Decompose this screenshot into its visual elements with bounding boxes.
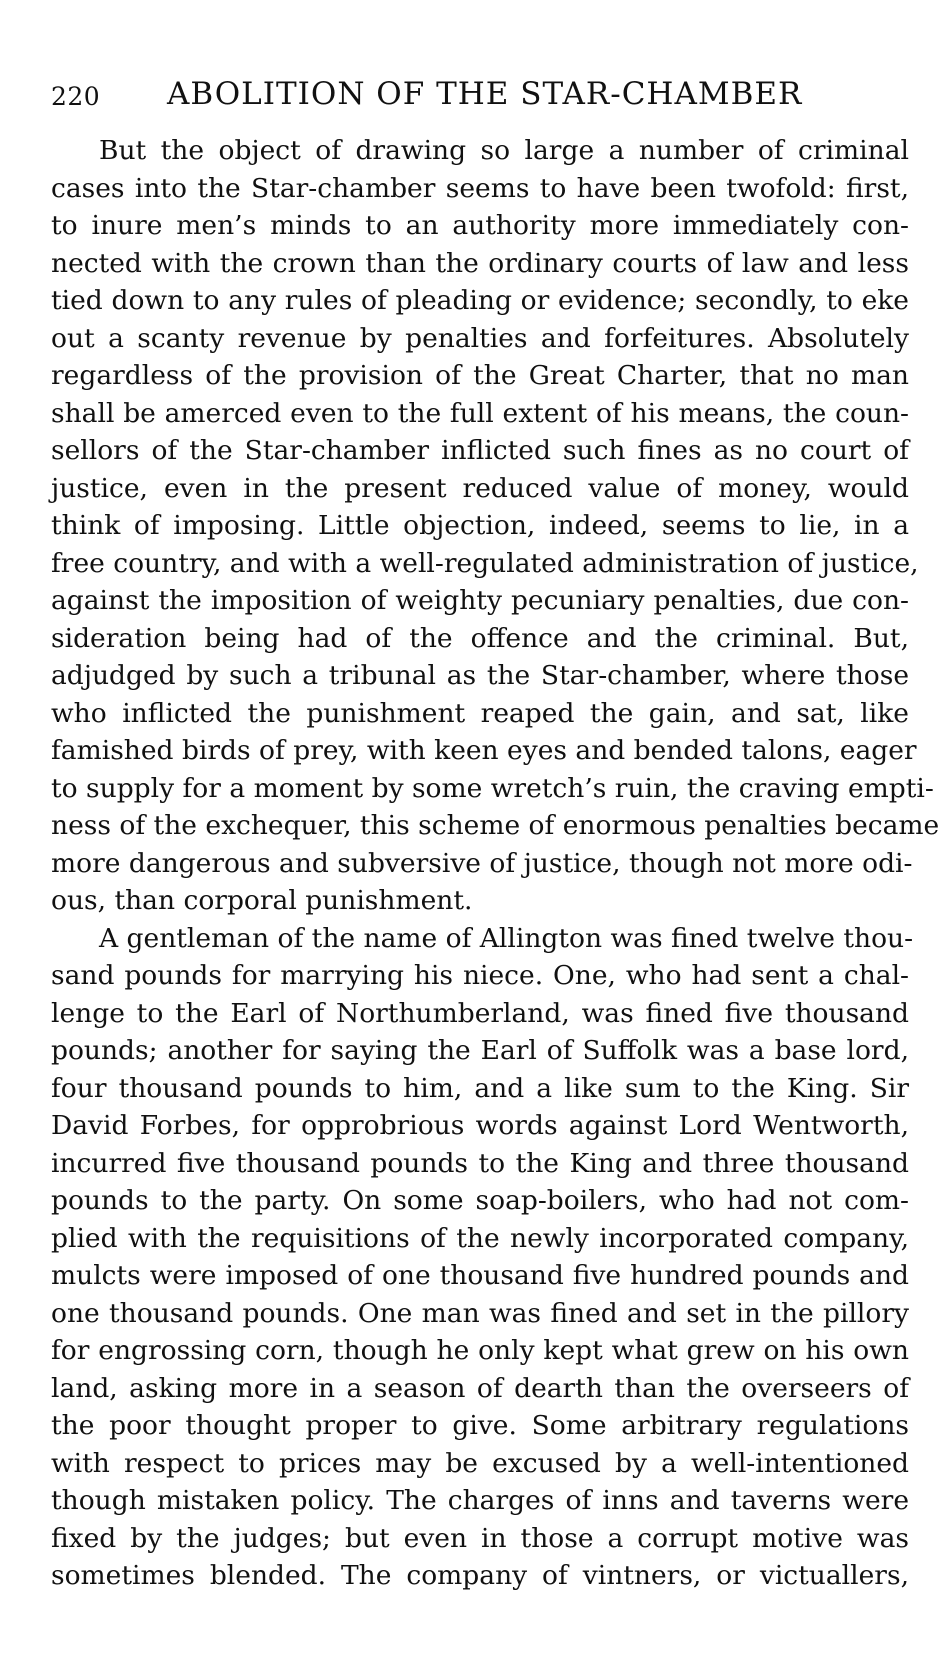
text-line: ous, than corporal punishment. bbox=[51, 885, 473, 916]
text-line: regardless of the provision of the Great Charter, that no man bbox=[51, 360, 909, 391]
text-line: mulcts were imposed of one thousand five hundred pounds and bbox=[51, 1260, 909, 1291]
text-line: pounds to the party. On some soap-boilers, who had not com- bbox=[51, 1185, 909, 1216]
text-line: to inure men’s minds to an authority more immediately con- bbox=[51, 210, 909, 241]
text-line: plied with the requisitions of the newly incorporated company, bbox=[51, 1222, 909, 1254]
text-line: tied down to any rules of pleading or evidence; secondly, to eke bbox=[51, 285, 909, 316]
running-title: ABOLITION OF THE STAR-CHAMBER bbox=[167, 76, 803, 112]
text-line: who inflicted the punishment reaped the gain, and sat, like bbox=[51, 697, 909, 729]
paragraph-1 bbox=[51, 132, 940, 920]
text-line: four thousand pounds to him, and a like sum to the King. Sir bbox=[51, 1072, 909, 1104]
book-page bbox=[51, 72, 940, 1595]
text-line: shall be amerced even to the full extent of his means, the coun- bbox=[51, 397, 909, 429]
page-number: 220 bbox=[51, 82, 101, 111]
text-line: lenge to the Earl of Northumberland, was fined five thousand bbox=[51, 997, 909, 1029]
text-line: to supply for a moment by some wretch’s ruin, the craving empti- bbox=[51, 772, 934, 804]
text-line: famished birds of prey, with keen eyes and bended talons, eager bbox=[51, 735, 917, 766]
text-line: against the imposition of weighty pecuniary penalties, due con- bbox=[51, 585, 909, 616]
text-line: out a scanty revenue by penalties and forfeitures. Absolutely bbox=[51, 322, 909, 354]
text-line: think of imposing. Little objection, indeed, seems to lie, in a bbox=[51, 510, 909, 541]
text-line: sometimes blended. The company of vintners, or victuallers, bbox=[51, 1560, 909, 1591]
text-line: sand pounds for marrying his niece. One, who had sent a chal- bbox=[51, 960, 909, 991]
text-line: A gentleman of the name of Allington was fined twelve thou- bbox=[99, 922, 914, 954]
text-line: ness of the exchequer, this scheme of enormous penalties became bbox=[51, 810, 940, 841]
text-line: David Forbes, for opprobrious words against Lord Wentworth, bbox=[51, 1110, 909, 1141]
text-line: nected with the crown than the ordinary courts of law and less bbox=[51, 247, 909, 279]
text-line: cases into the Star-chamber seems to have been twofold: first, bbox=[51, 172, 909, 204]
text-line: one thousand pounds. One man was fined and set in the pillory bbox=[51, 1297, 909, 1329]
text-line: pounds; another for saying the Earl of Suffolk was a base lord, bbox=[51, 1035, 909, 1066]
text-line: justice, even in the present reduced value of money, would bbox=[51, 472, 909, 504]
page-header bbox=[51, 72, 909, 122]
paragraph-2 bbox=[51, 920, 914, 1595]
text-line: But the object of drawing so large a number of criminal bbox=[99, 135, 909, 166]
text-line: for engrossing corn, though he only kept what grew on his own bbox=[51, 1335, 909, 1366]
text-line: sellors of the Star-chamber inflicted such fines as no court of bbox=[51, 435, 909, 466]
text-line: land, asking more in a season of dearth than the overseers of bbox=[51, 1372, 909, 1404]
text-line: with respect to prices may be excused by a well-intentioned bbox=[51, 1447, 909, 1479]
text-line: the poor thought proper to give. Some arbitrary regulations bbox=[51, 1410, 909, 1441]
text-line: more dangerous and subversive of justice, though not more odi- bbox=[51, 847, 913, 879]
text-line: fixed by the judges; but even in those a corrupt motive was bbox=[51, 1522, 909, 1554]
text-line: free country, and with a well-regulated administration of justice, bbox=[51, 547, 919, 579]
text-line: incurred five thousand pounds to the King and three thousand bbox=[51, 1147, 909, 1179]
text-line: adjudged by such a tribunal as the Star-chamber, where those bbox=[51, 660, 909, 691]
text-line: though mistaken policy. The charges of inns and taverns were bbox=[51, 1485, 909, 1516]
text-line: sideration being had of the offence and the criminal. But, bbox=[51, 622, 909, 654]
